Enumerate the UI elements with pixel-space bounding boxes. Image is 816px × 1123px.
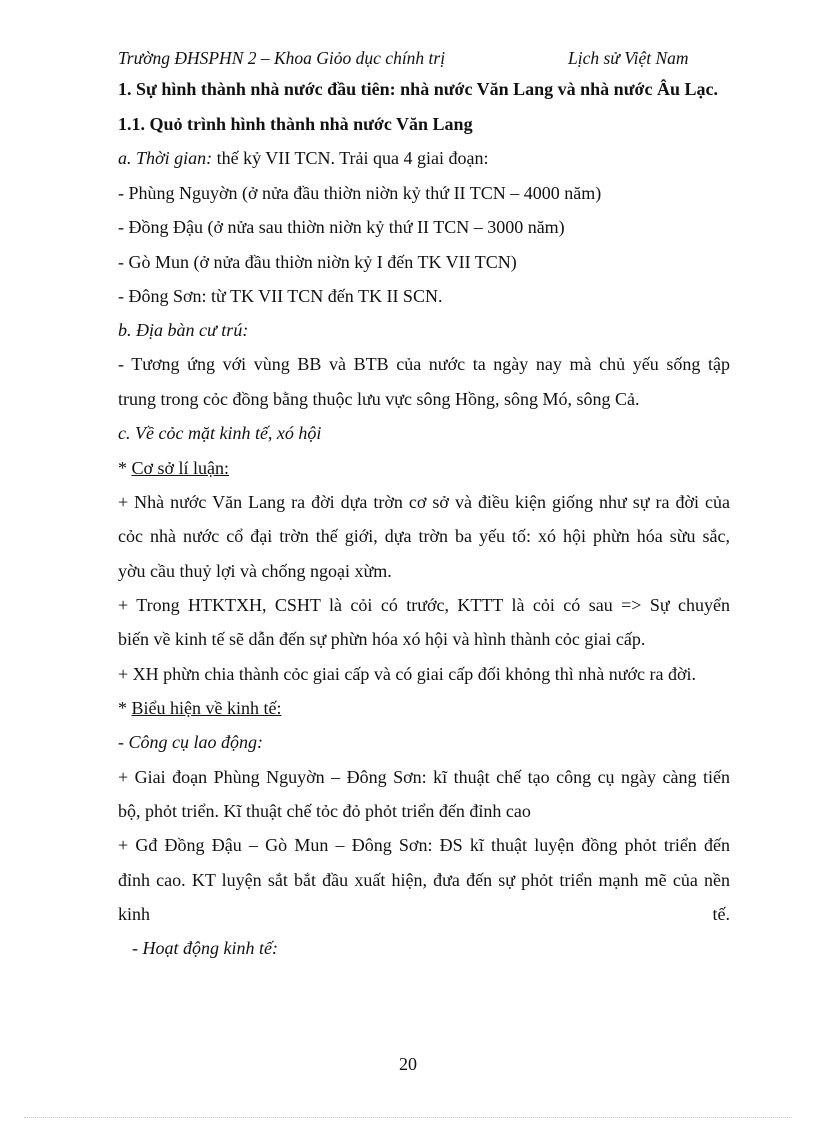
page-number: 20 xyxy=(399,1054,417,1074)
paragraph-line: trung trong cỏc đồng bằng thuộc lưu vực sông Hồng, sông Mó, sông Cả. xyxy=(118,389,640,409)
item-label: a. Thời gian: xyxy=(118,148,213,168)
subheading-line xyxy=(118,456,730,480)
paragraph-line: + Giai đoạn Phùng Nguyờn – Đông Sơn: kĩ thuật chế tạo công cụ ngày càng tiến xyxy=(118,767,730,787)
subheading: Cơ sở lí luận: xyxy=(131,458,230,478)
bullet-marker: * xyxy=(118,698,132,718)
paragraph-line: bộ, phỏt triển. Kĩ thuật chế tỏc đỏ phỏt triển đến đỉnh cao xyxy=(118,801,531,821)
item-text: thế kỷ VII TCN. Trải qua 4 giai đoạn: xyxy=(212,148,489,168)
paragraph-line: + Gđ Đồng Đậu – Gò Mun – Đông Sơn: ĐS kĩ thuật luyện đồng phỏt triển đến xyxy=(118,835,730,855)
page-header xyxy=(118,48,718,72)
list-item: - Gò Mun (ở nửa đầu thiờn niờn kỷ I đến TK VII TCN) xyxy=(118,252,517,272)
item-label: b. Địa bàn cư trú: xyxy=(118,320,249,340)
paragraph-line: + Nhà nước Văn Lang ra đời dựa trờn cơ sở và điều kiện giống như sự ra đời của xyxy=(118,492,730,512)
header-subject: Lịch sử Việt Nam xyxy=(568,48,689,68)
subheading-line xyxy=(118,696,730,720)
header-school: Trường ĐHSPHN 2 – Khoa Giỏo dục chính trị xyxy=(118,48,446,68)
word-kinh: kinh xyxy=(118,904,151,924)
item-label: c. Về cỏc mặt kinh tế, xó hội xyxy=(118,423,322,443)
subheading: Biểu hiện về kinh tế: xyxy=(131,698,282,718)
bullet-marker: * xyxy=(118,458,132,478)
word-te: tế. xyxy=(712,904,730,924)
item-label: - Hoạt động kinh tế: xyxy=(132,938,278,958)
item-label: - Công cụ lao động: xyxy=(118,732,263,752)
paragraph-line: cỏc nhà nước cổ đại trờn thế giới, dựa trờn ba yếu tố: xó hội phừn hóa sừu sắc, xyxy=(118,526,730,546)
paragraph-line: + Trong HTKTXH, CSHT là cỏi có trước, KTTT là cỏi có sau => Sự chuyển xyxy=(118,595,730,615)
paragraph-line xyxy=(118,146,730,170)
section-heading: 1. Sự hình thành nhà nước đầu tiên: nhà nước Văn Lang và nhà nước Âu Lạc. xyxy=(118,79,718,99)
paragraph-line: + XH phừn chia thành cỏc giai cấp và có giai cấp đối khỏng thì nhà nước ra đời. xyxy=(118,664,697,684)
list-item: - Đông Sơn: từ TK VII TCN đến TK II SCN. xyxy=(118,286,443,306)
paragraph-line: yờu cầu thuỷ lợi và chống ngoại xừm. xyxy=(118,561,392,581)
page-border xyxy=(24,1117,792,1118)
paragraph-line: - Tương ứng với vùng BB và BTB của nước ta ngày nay mà chủ yếu sống tập xyxy=(118,354,730,374)
list-item: - Phùng Nguyờn (ở nửa đầu thiờn niờn kỷ thứ II TCN – 4000 năm) xyxy=(118,183,602,203)
list-item: - Đồng Đậu (ở nửa sau thiờn niờn kỷ thứ II TCN – 3000 năm) xyxy=(118,217,565,237)
subsection-heading: 1.1. Quỏ trình hình thành nhà nước Văn Lang xyxy=(118,114,473,134)
paragraph-line: biến về kinh tế sẽ dẫn đến sự phừn hóa xó hội và hình thành cỏc giai cấp. xyxy=(118,629,646,649)
paragraph-line: đỉnh cao. KT luyện sắt bắt đầu xuất hiện, đưa đến sự phỏt triển mạnh mẽ của nền xyxy=(118,870,730,890)
